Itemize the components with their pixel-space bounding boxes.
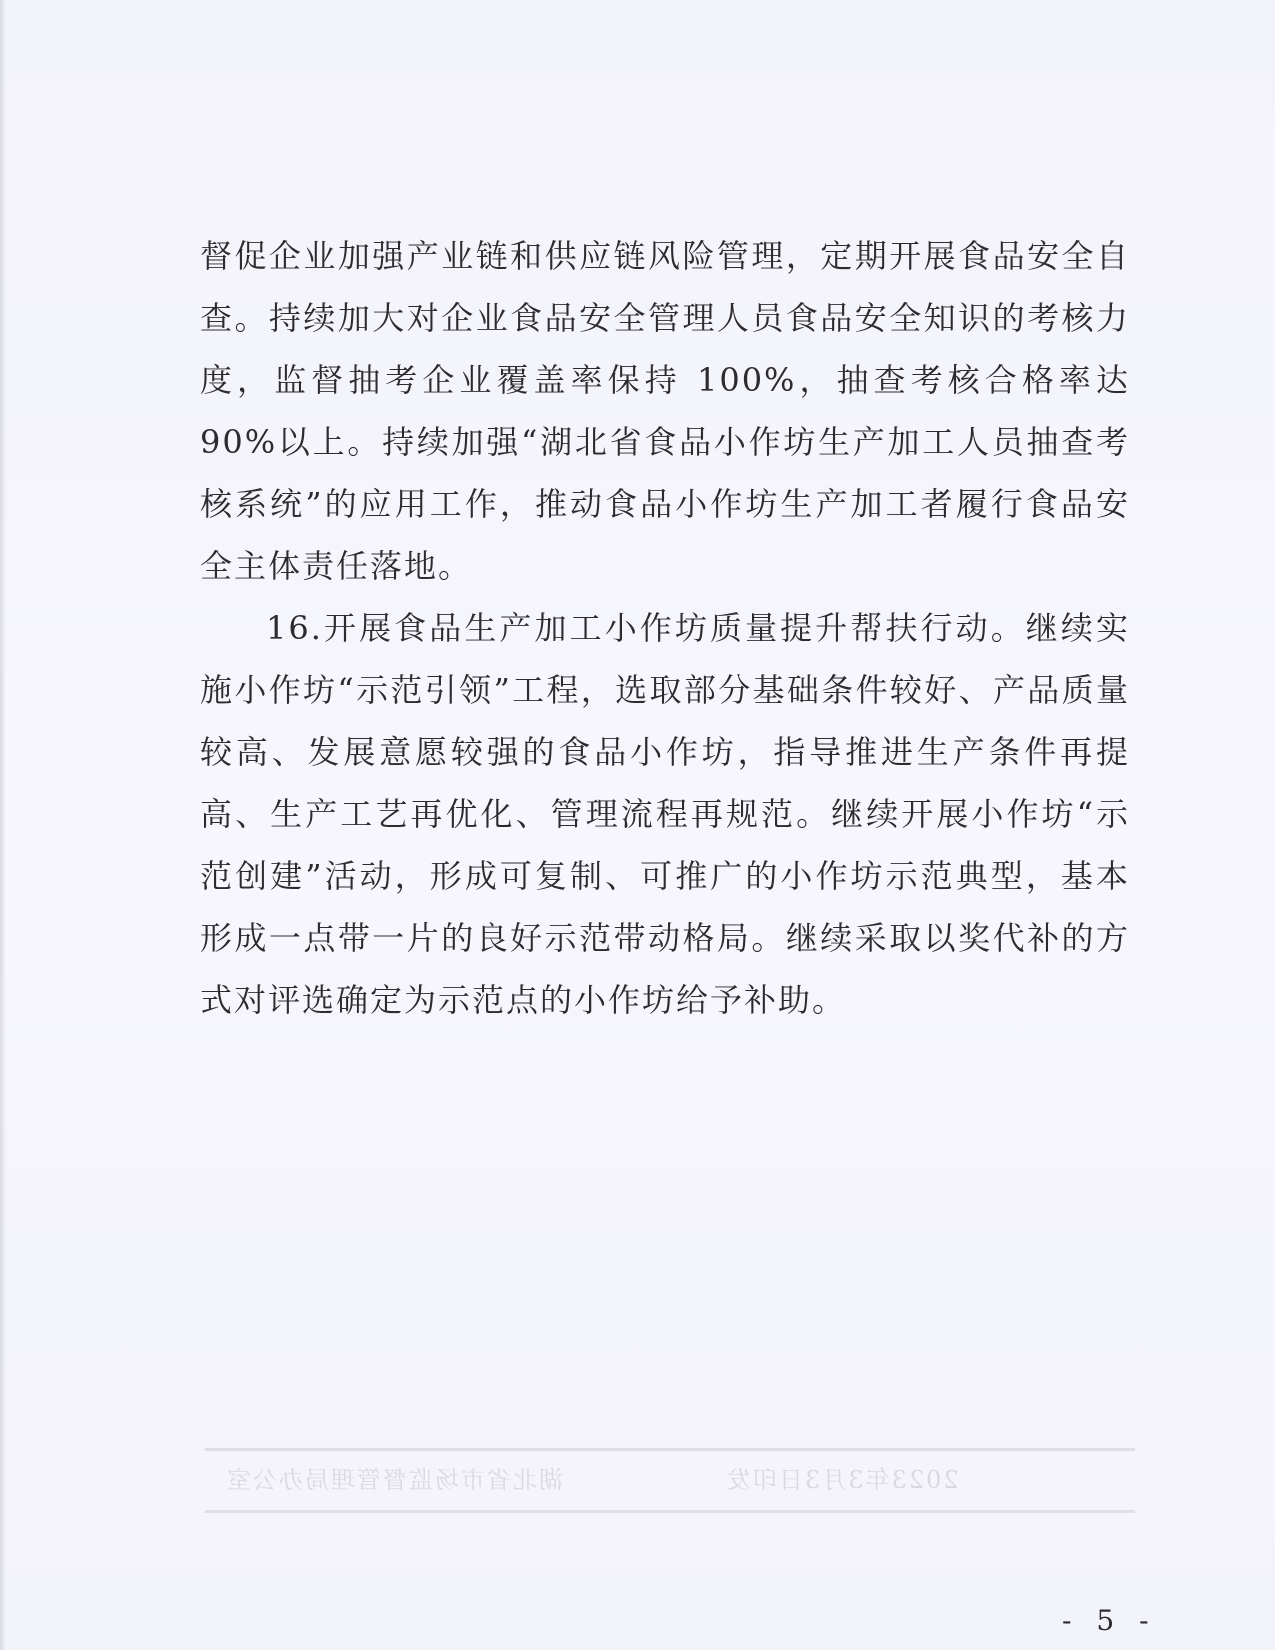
scan-edge-shadow — [0, 0, 6, 1650]
bleed-date-text: 2023年3月3日印发 — [725, 1466, 959, 1494]
body-text — [200, 225, 1130, 1031]
page-number: - 5 - — [1062, 1604, 1157, 1637]
bleed-rule-top — [205, 1448, 1135, 1451]
bleed-through-footer — [205, 1448, 1135, 1528]
paragraph-continuation: 督促企业加强产业链和供应链风险管理，定期开展食品安全自查。持续加大对企业食品安全管理人员食品安全知识的考核力度，监督抽考企业覆盖率保持 100%，抽查考核合格率达 90%以上。持续加强“湖北省食品小作坊生产加工人员抽查考核系统”的应用工作，推动食品小作坊生产加工者履行食品安全主体责任落地。 — [200, 237, 1130, 585]
bleed-rule-bottom — [205, 1510, 1135, 1513]
bleed-org-text: 湖北省市场监督管理局办公室 — [225, 1466, 563, 1494]
paragraph-item-16: 16.开展食品生产加工小作坊质量提升帮扶行动。继续实施小作坊“示范引领”工程，选取部分基础条件较好、产品质量较高、发展意愿较强的食品小作坊，指导推进生产条件再提高、生产工艺再优化、管理流程再规范。继续开展小作坊“示范创建”活动，形成可复制、可推广的小作坊示范典型，基本形成一点带一片的良好示范带动格局。继续采取以奖代补的方式对评选确定为示范点的小作坊给予补助。 — [200, 609, 1130, 1019]
